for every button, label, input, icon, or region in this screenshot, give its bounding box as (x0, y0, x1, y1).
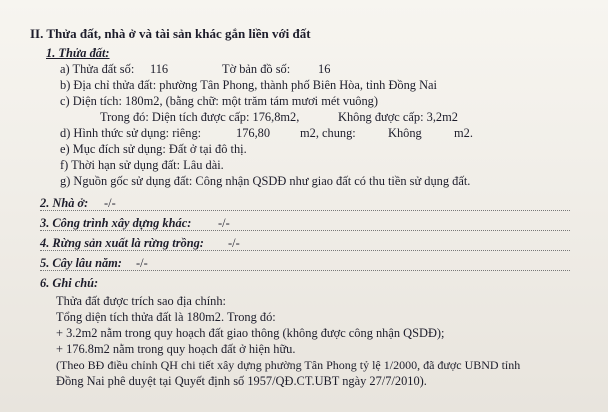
usage-unit: m2. (454, 126, 473, 140)
usage-origin: g) Nguồn gốc sử dụng đất: Công nhận QSDĐ như giao đất có thu tiền sử dụng đất. (60, 174, 471, 188)
parcel-number-value: 116 (150, 62, 169, 76)
usage-private-value: 176,80 (236, 126, 271, 140)
usage-term: f) Thời hạn sử dụng đất: Lâu dài. (60, 158, 224, 172)
other-construction-value: -/- (218, 216, 230, 230)
perennial-trees-label: 5. Cây lâu năm: (40, 256, 122, 270)
house-value: -/- (104, 196, 116, 210)
note-line: Thửa đất được trích sao địa chính: (56, 294, 226, 308)
note-line: + 176.8m2 nằm trong quy hoạch đất ở hiện hữu. (56, 342, 296, 356)
map-sheet-label: Tờ bản đồ số: (222, 62, 291, 76)
dotted-divider (40, 210, 570, 211)
dotted-divider (40, 230, 570, 231)
usage-shared-value: Không (388, 126, 422, 140)
dotted-divider (40, 250, 570, 251)
note-line: Tổng diện tích thửa đất là 180m2. Trong đó: (56, 310, 276, 324)
note-line: (Theo BĐ điều chỉnh QH chi tiết xây dựng phường Tân Phong tỷ lệ 1/2000, đã được UBND tỉnh (56, 358, 521, 372)
land-heading: 1. Thửa đất: (46, 46, 110, 60)
dotted-divider (40, 270, 570, 271)
forest-label: 4. Rừng sản xuất là rừng trồng: (40, 236, 204, 250)
other-construction-label: 3. Công trình xây dựng khác: (40, 216, 192, 230)
usage-form-label: d) Hình thức sử dụng: riêng: (60, 126, 202, 140)
parcel-number-label: a) Thửa đất số: (60, 62, 135, 76)
notes-heading: 6. Ghi chú: (40, 276, 99, 290)
parcel-address: b) Địa chỉ thửa đất: phường Tân Phong, thành phố Biên Hòa, tỉnh Đồng Nai (60, 78, 437, 92)
usage-unit-shared: m2, chung: (300, 126, 356, 140)
note-line: + 3.2m2 nằm trong quy hoạch đất giao thông (không được công nhận QSDĐ); (56, 326, 445, 340)
perennial-trees-value: -/- (136, 256, 148, 270)
map-sheet-value: 16 (318, 62, 331, 76)
not-granted-area: Không được cấp: 3,2m2 (338, 110, 458, 124)
usage-purpose: e) Mục đích sử dụng: Đất ở tại đô thị. (60, 142, 247, 156)
parcel-area: c) Diện tích: 180m2, (bằng chữ: một trăm tám mươi mét vuông) (60, 94, 378, 108)
granted-area: Trong đó: Diện tích được cấp: 176,8m2, (100, 110, 300, 124)
note-line: Đồng Nai phê duyệt tại Quyết định số 1957/QĐ.CT.UBT ngày 27/7/2010). (56, 374, 427, 388)
section-title: II. Thửa đất, nhà ở và tài sản khác gắn liền với đất (30, 26, 311, 41)
forest-value: -/- (228, 236, 240, 250)
house-label: 2. Nhà ở: (40, 196, 89, 210)
